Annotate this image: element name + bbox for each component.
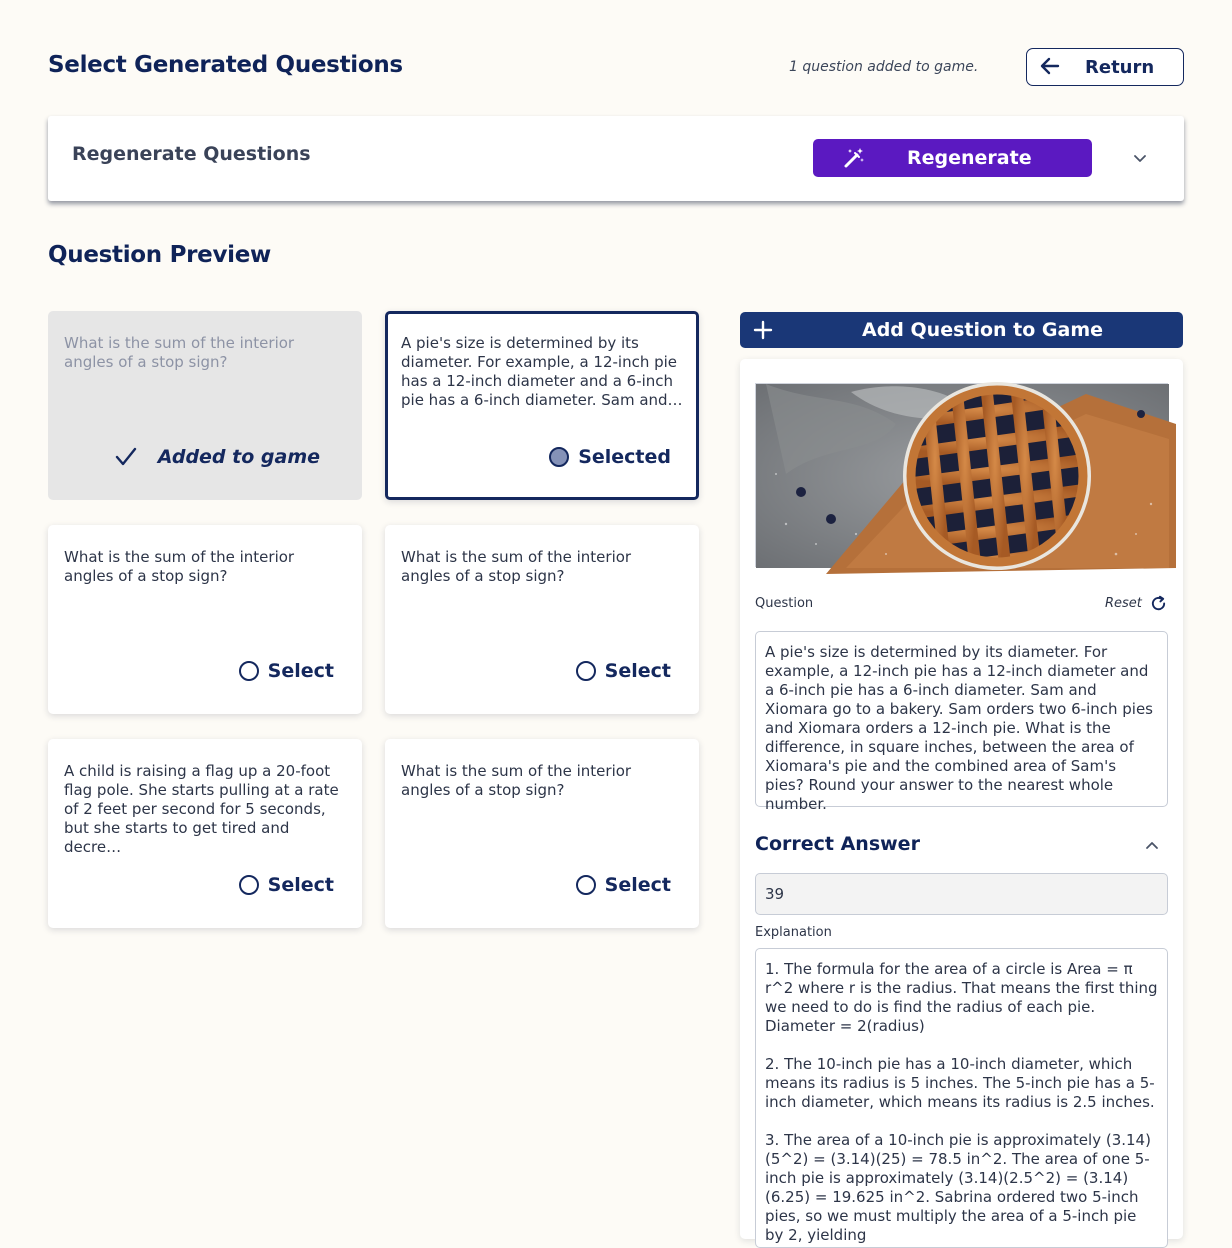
question-card-text: A child is raising a flag up a 20-foot flag pole. She starts pulling at a rate of 2 feet per second for 5 seconds, but she starts to get tired and decre… <box>64 762 339 856</box>
selected-label: Selected <box>578 446 671 468</box>
radio-icon <box>239 661 259 681</box>
question-card[interactable] <box>48 525 362 714</box>
question-card[interactable] <box>48 739 362 928</box>
return-button[interactable] <box>1026 48 1184 86</box>
question-card[interactable] <box>385 739 699 928</box>
correct-answer-title: Correct Answer <box>755 833 920 855</box>
pie-illustration <box>756 384 1169 568</box>
select-toggle[interactable] <box>549 446 671 468</box>
arrow-left-icon <box>1039 55 1061 77</box>
question-card-text: What is the sum of the interior angles of a stop sign? <box>401 762 632 799</box>
correct-answer-input[interactable]: 39 <box>755 873 1168 915</box>
return-label: Return <box>1085 57 1155 78</box>
question-label: Question <box>755 596 814 611</box>
question-card-text: What is the sum of the interior angles of a stop sign? <box>401 548 632 585</box>
question-card-text: What is the sum of the interior angles of a stop sign? <box>64 334 295 371</box>
question-image <box>755 383 1168 567</box>
chevron-down-icon[interactable] <box>1132 151 1148 165</box>
add-question-button[interactable] <box>740 312 1183 348</box>
reset-link[interactable] <box>1105 595 1167 612</box>
regenerate-title: Regenerate Questions <box>72 143 311 165</box>
reset-label: Reset <box>1105 596 1142 611</box>
regenerate-button[interactable] <box>813 139 1092 177</box>
radio-selected-icon <box>549 447 569 467</box>
select-toggle[interactable] <box>576 874 671 896</box>
added-label: Added to game <box>157 446 320 468</box>
select-label: Select <box>604 660 671 682</box>
refresh-icon <box>1150 595 1167 612</box>
status-message: 1 question added to game. <box>789 59 979 75</box>
select-toggle[interactable] <box>239 874 334 896</box>
select-toggle[interactable] <box>576 660 671 682</box>
explanation-textarea[interactable]: 1. The formula for the area of a circle is Area = π r^2 where r is the radius. That means the first thing we need to do is find the radius of each pie. Diameter = 2(radius) 2. The 10-inch pie has a 10-inch diameter, which means its radius is 5 inches. The 5-inch pie has a 5-inch diameter, which means its radius is 2.5 inches. 3. The area of a 10-inch pie is approximately (3.14)(5^2) = (3.14)(25) = 78.5 in^2. The area of one 5-inch pie is approximately (3.14)(2.5^2) = (3.14)(6.25) = 19.625 in^2. Sabrina ordered two 5-inch pies, so we must multiply the area of a 5-inch pie by 2, yielding <box>755 948 1168 1248</box>
chevron-up-icon[interactable] <box>1145 840 1159 852</box>
plus-icon <box>753 320 773 340</box>
question-textarea[interactable]: A pie's size is determined by its diameter. For example, a 12-inch pie has a 12-inch diameter and a 6-inch pie has a 6-inch diameter. Sam and Xiomara go to a bakery. Sam orders two 6-inch pies and Xiomara orders a 12-inch pie. What is the difference, in square inches, between the area of Xiomara's pie and the combined area of Sam's pies? Round your answer to the nearest whole number. <box>755 631 1168 807</box>
question-card-selected[interactable] <box>385 311 699 500</box>
select-label: Select <box>604 874 671 896</box>
radio-icon <box>576 661 596 681</box>
question-card <box>48 311 362 500</box>
regenerate-label: Regenerate <box>907 147 1032 169</box>
section-title: Question Preview <box>48 242 271 268</box>
select-label: Select <box>267 874 334 896</box>
radio-icon <box>239 875 259 895</box>
magic-wand-icon <box>843 147 865 169</box>
question-card-text: A pie's size is determined by its diameter. For example, a 12-inch pie has a 12-inch diameter and a 6-inch pie has a 6-inch diameter. Sam and… <box>401 334 683 409</box>
explanation-label: Explanation <box>755 925 832 940</box>
added-status <box>115 446 320 468</box>
select-toggle[interactable] <box>239 660 334 682</box>
question-detail-panel <box>740 359 1183 1244</box>
add-question-label: Add Question to Game <box>862 319 1104 341</box>
radio-icon <box>576 875 596 895</box>
page-title: Select Generated Questions <box>48 52 403 78</box>
question-card-text: What is the sum of the interior angles of a stop sign? <box>64 548 295 585</box>
checkmark-icon <box>115 447 137 467</box>
select-label: Select <box>267 660 334 682</box>
question-card[interactable] <box>385 525 699 714</box>
regenerate-panel <box>48 116 1184 201</box>
